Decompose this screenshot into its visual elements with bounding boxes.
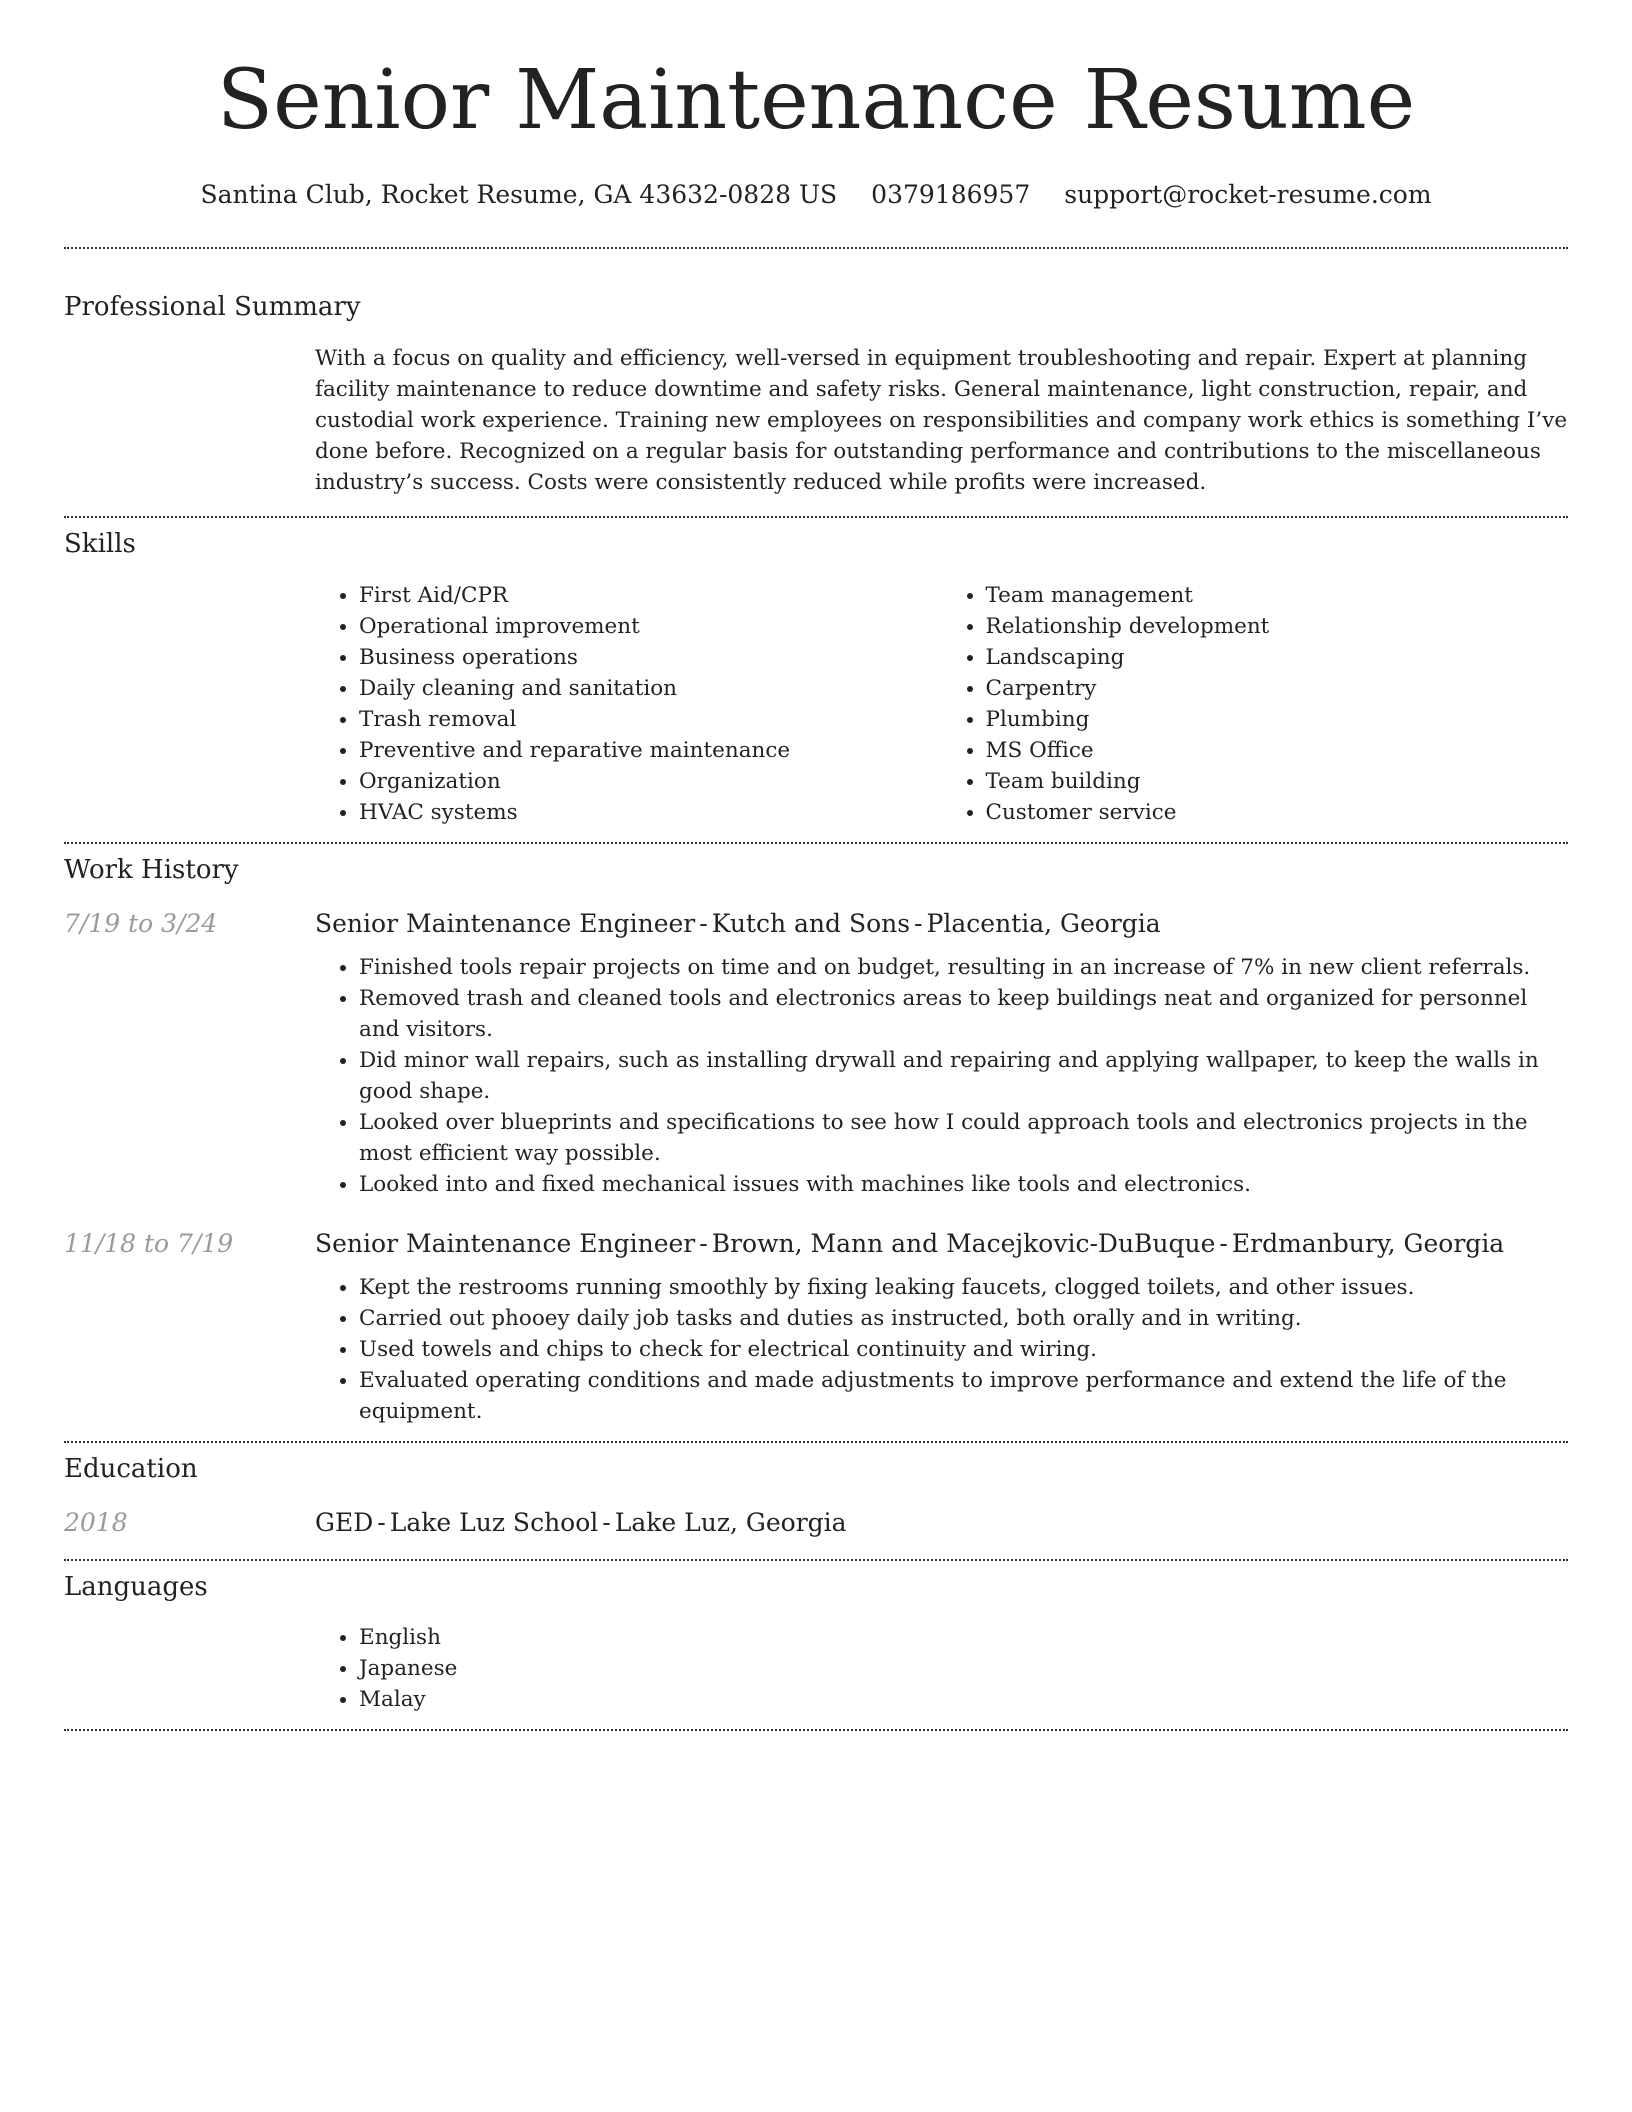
job-bullet: • Removed trash and cleaned tools and electronics areas to keep buildings neat and organized for personnel and visitors. [359,983,1568,1045]
skill-item: • Operational improvement [359,611,942,642]
job-bullet: • Evaluated operating conditions and made adjustments to improve performance and extend the life of the equipment. [359,1365,1568,1427]
skill-item: • Business operations [359,642,942,673]
section-title-summary: Professional Summary [64,292,361,323]
languages-list [315,1622,1568,1715]
language-item: • Japanese [359,1653,1568,1684]
skill-item: • Preventive and reparative maintenance [359,735,942,766]
skill-item: • Landscaping [986,642,1569,673]
job-bullet: • Carried out phooey daily job tasks and duties as instructed, both orally and in writing. [359,1303,1568,1334]
skills-list-right [942,580,1569,828]
contact-email: support@rocket-resume.com [1064,180,1432,210]
entry-title: Senior Maintenance Engineer - Kutch and Sons - Placentia, Georgia [315,908,1161,938]
resume-header [64,0,1568,209]
skill-item: • Team management [986,580,1569,611]
entry-date: 7/19 to 3/24 [64,908,218,938]
skill-item: • Organization [359,766,942,797]
job-bullet: • Looked into and fixed mechanical issues with machines like tools and electronics. [359,1169,1568,1200]
skill-item: • Team building [986,766,1569,797]
skill-item: • HVAC systems [359,797,942,828]
job-location: Erdmanbury, Georgia [1231,1228,1505,1258]
skill-item: • Daily cleaning and sanitation [359,673,942,704]
job-bullet: • Did minor wall repairs, such as installing drywall and repairing and applying wallpaper, to keep the walls in good shape. [359,1045,1568,1107]
education-title: GED - Lake Luz School - Lake Luz, Georgia [315,1507,847,1537]
section-work-history [64,844,1568,1441]
skill-item: • MS Office [986,735,1569,766]
section-education [64,1443,1568,1559]
contact-line [64,180,1568,209]
section-skills [64,518,1568,842]
section-title-skills: Skills [64,529,136,560]
education-year: 2018 [64,1507,128,1537]
job-bullet: • Used towels and chips to check for electrical continuity and wiring. [359,1334,1568,1365]
entry-title: Senior Maintenance Engineer - Brown, Mann and Macejkovic-DuBuque - Erdmanbury, Georgia [315,1228,1505,1258]
contact-address: Santina Club, Rocket Resume, GA 43632-0828 US [200,180,838,210]
skill-item: • Customer service [986,797,1569,828]
skill-item: • Trash removal [359,704,942,735]
work-entry [64,1228,1568,1441]
job-bullet: • Finished tools repair projects on time and on budget, resulting in an increase of 7% in new client referrals. [359,952,1568,983]
contact-phone: 0379186957 [871,180,1031,210]
work-entry [64,908,1568,1200]
job-company: Kutch and Sons [711,908,911,938]
divider [64,1729,1568,1731]
education-location: Lake Luz, Georgia [614,1507,847,1537]
section-languages [64,1561,1568,1730]
resume-title: Senior Maintenance Resume [216,53,1416,148]
entry-date: 11/18 to 7/19 [64,1228,234,1258]
section-title-education: Education [64,1453,198,1484]
skill-item: • Plumbing [986,704,1569,735]
education-school: Lake Luz School [389,1507,599,1537]
resume-page [64,0,1568,1731]
job-role: Senior Maintenance Engineer [315,1228,696,1258]
job-bullet: • Looked over blueprints and specifications to see how I could approach tools and electronics projects in the most efficient way possible. [359,1107,1568,1169]
job-company: Brown, Mann and Macejkovic-DuBuque [711,1228,1216,1258]
section-title-work: Work History [64,854,239,885]
job-bullet: • Kept the restrooms running smoothly by fixing leaking faucets, clogged toilets, and other issues. [359,1272,1568,1303]
section-summary [64,249,1568,516]
job-location: Placentia, Georgia [926,908,1161,938]
education-degree: GED [315,1507,374,1537]
section-title-languages: Languages [64,1571,208,1602]
summary-text: With a focus on quality and efficiency, well-versed in equipment troubleshooting and repair. Expert at planning facility maintenance to reduce downtime and safety risks. General maintenance, light construction, repair, and custodial work experience. Training new employees on responsibilities and company work ethics is something I’ve done before. Recognized on a regular basis for outstanding performance and contributions to the miscellaneous industry’s success. Costs were consistently reduced while profits were increased. [315,346,1568,496]
education-entry [64,1507,1568,1559]
language-item: • Malay [359,1684,1568,1715]
skills-columns [315,580,1568,842]
skill-item: • First Aid/CPR [359,580,942,611]
skills-list-left [315,580,942,828]
job-bullets [315,952,1568,1200]
job-bullets [315,1272,1568,1427]
skill-item: • Relationship development [986,611,1569,642]
job-role: Senior Maintenance Engineer [315,908,696,938]
skill-item: • Carpentry [986,673,1569,704]
language-item: • English [359,1622,1568,1653]
